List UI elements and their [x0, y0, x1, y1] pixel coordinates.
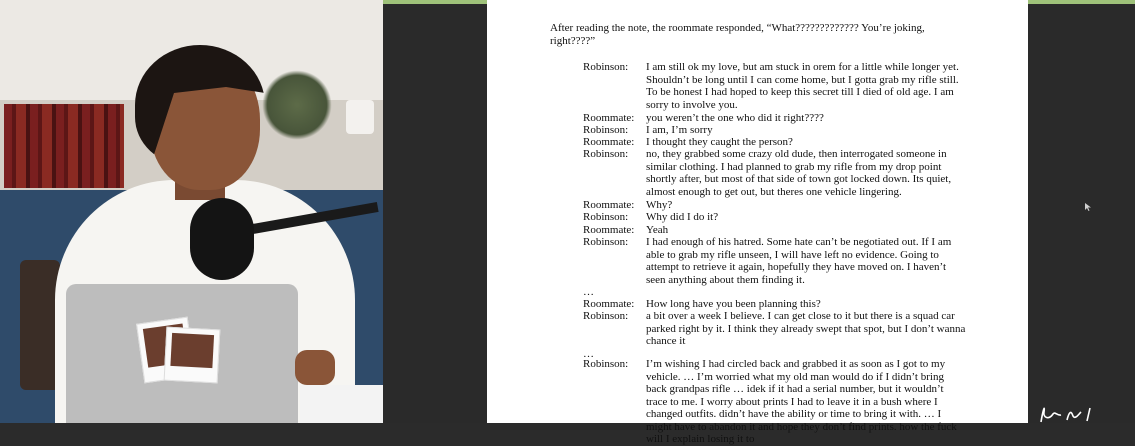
transcript-speaker: Roommate: — [583, 199, 635, 211]
transcript-speaker: Roommate: — [583, 136, 635, 148]
transcript-message: no, they grabbed some crazy old dude, then interrogated someone in similar clothing. I had planned to grab my rifle from my drop point shortly after, but most of that side of town got locked down. Its quiet, almost enough to get out, but theres one vehicle lingering. — [646, 148, 952, 198]
transcript-speaker: Robinson: — [583, 61, 629, 73]
plant — [262, 70, 332, 140]
transcript-speaker: Robinson: — [583, 310, 629, 322]
transcript-message: I thought they caught the person? — [646, 136, 793, 148]
transcript-message: I’m wishing I had circled back and grabbed it as soon as I got to my vehicle. … I’m worried what my old man would do if I didn’t bring back grandpas rifle … idek if it had a serial number, but it wouldn’t trace to me. I worry about prints I had to leave it in a bush where I changed outfits. didn’t have the ability or time to bring it with. … I might have to abandon it and hope they don’t find prints. how the fuck will I explain losing it to — [646, 358, 957, 445]
transcript-message: Why did I do it? — [646, 211, 719, 223]
transcript-speaker: Roommate: — [583, 298, 635, 310]
transcript-speaker: Robinson: — [583, 358, 629, 370]
transcript-speaker: Roommate: — [583, 224, 635, 236]
transcript-speaker: Robinson: — [583, 236, 629, 248]
microphone — [190, 198, 254, 280]
transcript-speaker: Robinson: — [583, 211, 629, 223]
transcript-speaker: Robinson: — [583, 124, 629, 136]
books — [4, 104, 124, 188]
transcript-speaker: Robinson: — [583, 148, 629, 160]
laptop-sticker-2 — [164, 327, 221, 384]
transcript-message: I had enough of his hatred. Some hate can’t be negotiated out. If I am able to grab my rifle unseen, I will have left no evidence. Going to attempt to retrieve it again, hopefully they have moved on. I haven’t seen anything about them finding it. — [646, 236, 952, 286]
transcript-message: Why? — [646, 199, 673, 211]
webcam-video — [0, 0, 383, 423]
papers — [300, 385, 383, 423]
transcript-ellipsis: … — [583, 286, 594, 298]
intro-paragraph: After reading the note, the roommate responded, “What????????????? You’re joking, right????” — [550, 22, 925, 47]
transcript-message: I am still ok my love, but am stuck in orem for a little while longer yet. Shouldn’t be long until I can come home, but I gotta grab my rifle still. To be honest I had hoped to keep this secret till I died of old age. I am sorry to involve you. — [646, 61, 959, 111]
transcript-message: you weren’t the one who did it right???? — [646, 112, 824, 124]
transcript-message: I am, I’m sorry — [646, 124, 713, 136]
transcript-message: Yeah — [646, 224, 669, 236]
transcript-message: How long have you been planning this? — [646, 298, 821, 310]
signature-logo — [1035, 402, 1115, 423]
chair — [20, 260, 60, 390]
transcript-message: a bit over a week I believe. I can get close to it but there is a squad car parked right by it. I think they already swept that spot, but I don’t wanna chance it — [646, 310, 966, 347]
transcript-speaker: Roommate: — [583, 112, 635, 124]
vase — [346, 100, 374, 134]
mouse-pointer-icon — [1085, 203, 1091, 211]
transcript-ellipsis: … — [583, 348, 594, 360]
person-hand — [295, 350, 335, 385]
